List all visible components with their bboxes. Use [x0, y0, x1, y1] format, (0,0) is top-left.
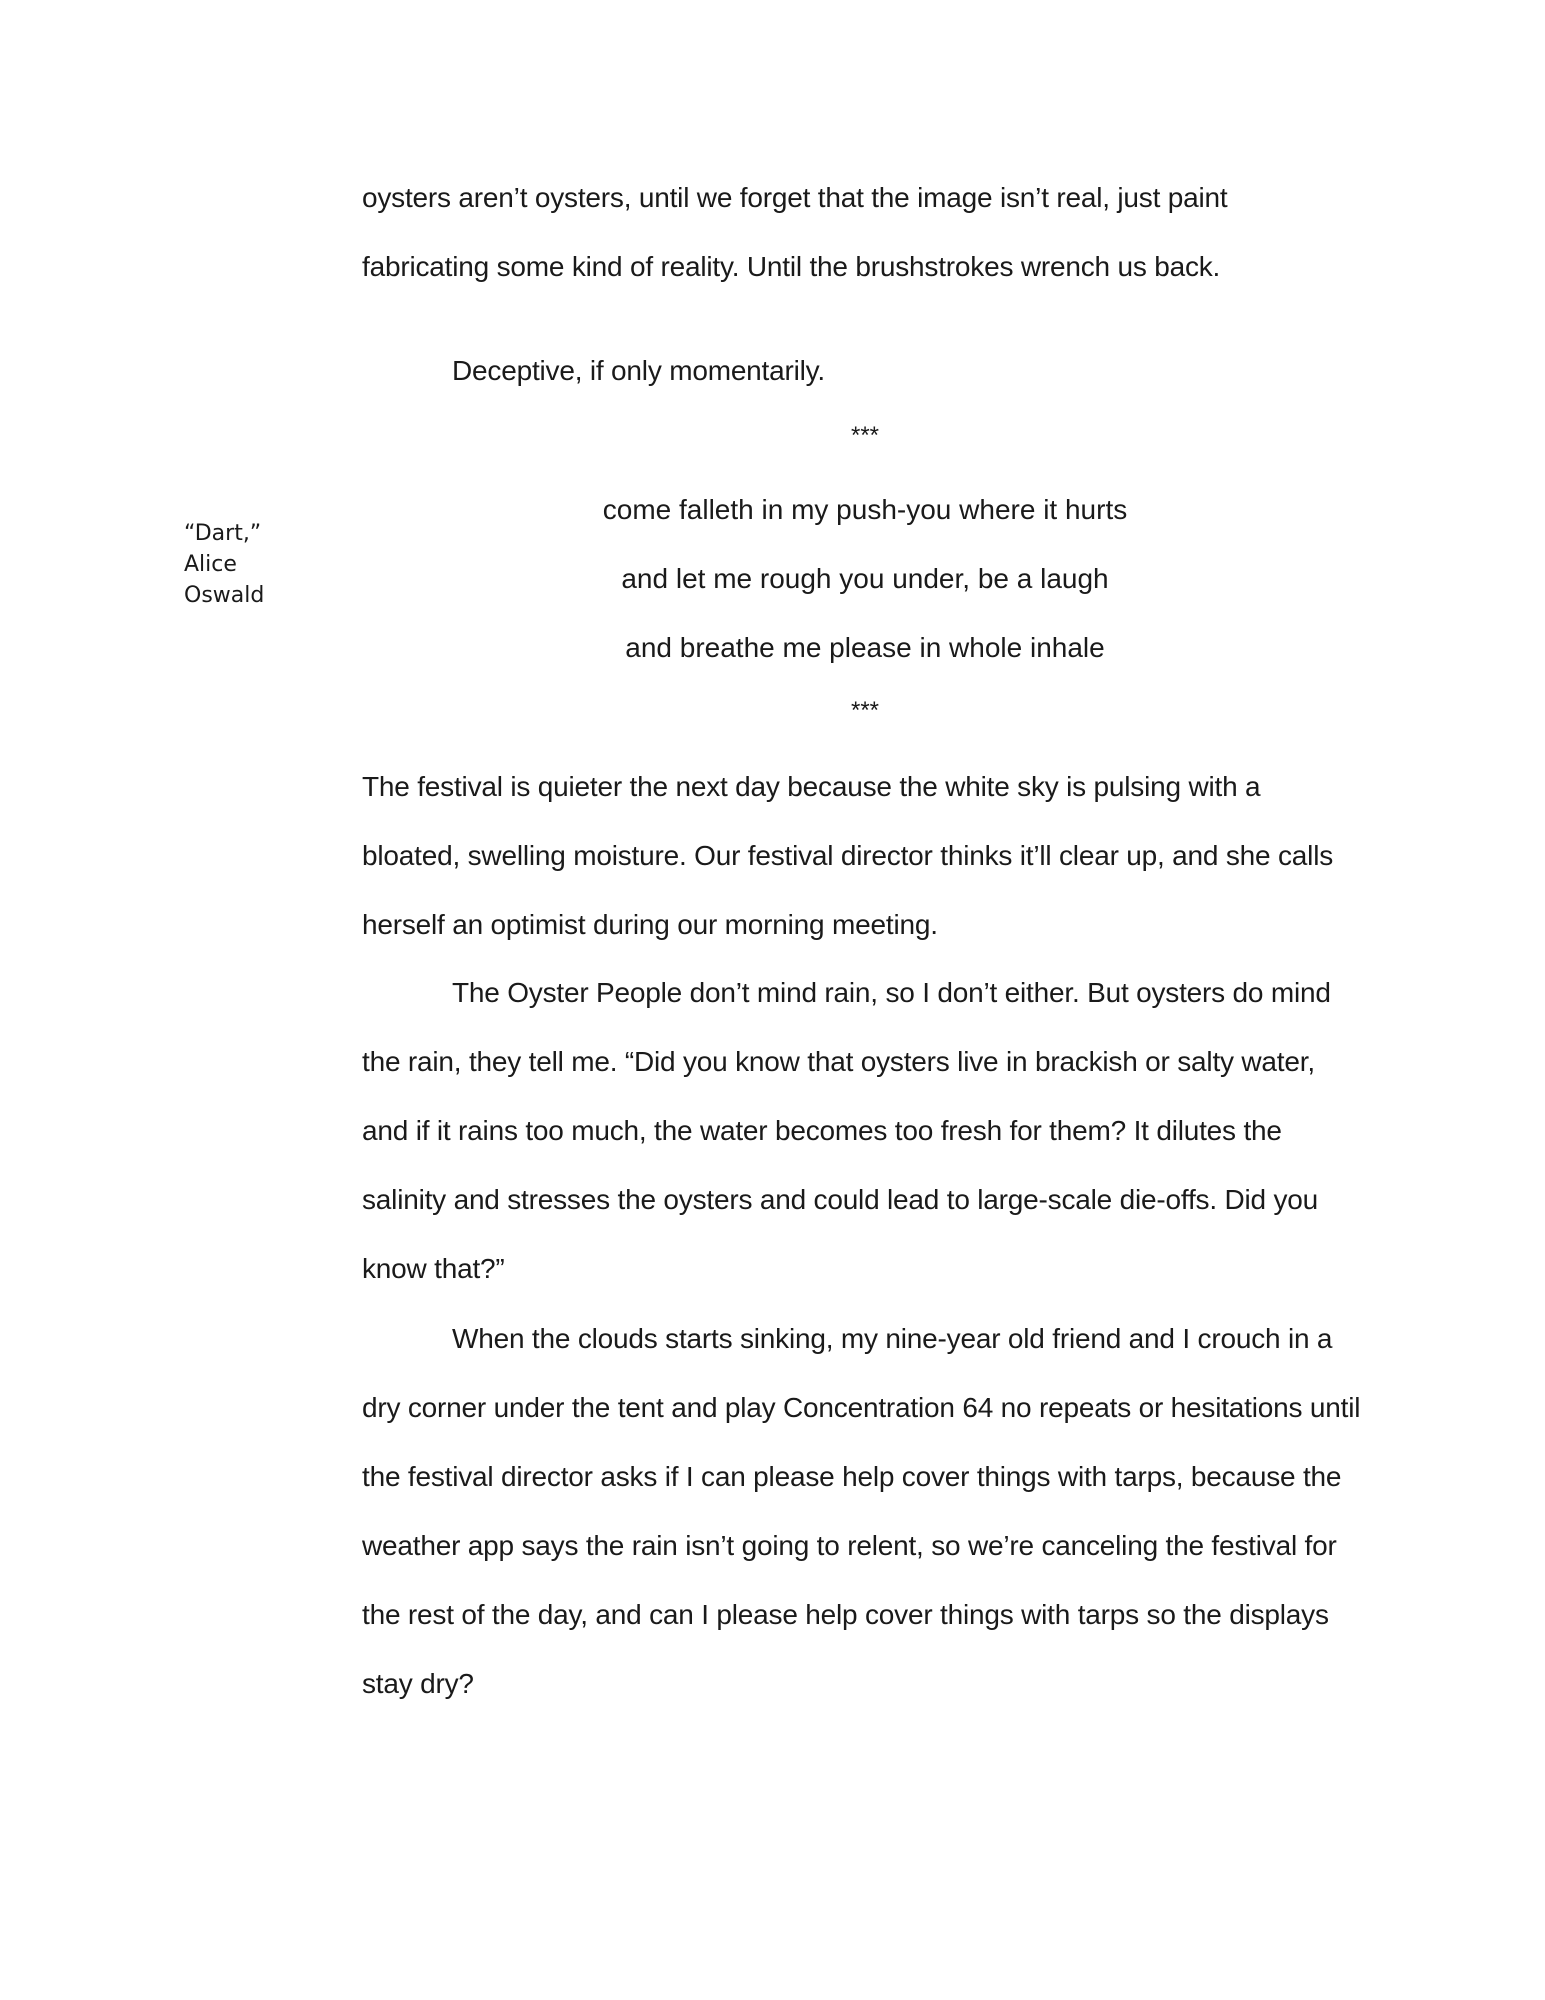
text-line: salinity and stresses the oysters and could lead to large-scale die-offs. Did you	[362, 1184, 1319, 1215]
text-line: oysters aren’t oysters, until we forget that the image isn’t real, just paint	[362, 182, 1228, 213]
text-line: know that?”	[362, 1253, 505, 1284]
paragraph	[362, 752, 1362, 959]
text-line: The Oyster People don’t mind rain, so I don’t either. But oysters do mind	[452, 977, 1331, 1008]
text-line: herself an optimist during our morning meeting.	[362, 909, 938, 940]
paragraph	[362, 1304, 1362, 1718]
citation-title: “Dart,”	[184, 521, 262, 546]
text-line: stay dry?	[362, 1668, 474, 1699]
text-line: weather app says the rain isn’t going to relent, so we’re canceling the festival for	[362, 1530, 1337, 1561]
section-separator: ***	[850, 697, 880, 724]
text-line: dry corner under the tent and play Concentration 64 no repeats or hesitations until	[362, 1392, 1361, 1423]
text-line: the rest of the day, and can I please help cover things with tarps so the displays	[362, 1599, 1329, 1630]
poem-line: and let me rough you under, be a laugh	[621, 563, 1109, 594]
text-line: and if it rains too much, the water becomes too fresh for them? It dilutes the	[362, 1115, 1282, 1146]
citation-author-first: Alice	[184, 552, 237, 577]
text-line: fabricating some kind of reality. Until the brushstrokes wrench us back.	[362, 251, 1221, 282]
text-line: the festival director asks if I can please help cover things with tarps, because the	[362, 1461, 1342, 1492]
text-line: bloated, swelling moisture. Our festival director thinks it’ll clear up, and she calls	[362, 840, 1334, 871]
text-line: The festival is quieter the next day because the white sky is pulsing with a	[362, 771, 1261, 802]
citation-author-last: Oswald	[184, 583, 265, 608]
poem-line: and breathe me please in whole inhale	[625, 632, 1105, 663]
poem-line: come falleth in my push-you where it hurts	[602, 494, 1128, 525]
opening-paragraph	[362, 163, 1362, 301]
text-line: When the clouds starts sinking, my nine-year old friend and I crouch in a	[452, 1323, 1333, 1354]
paragraph	[362, 958, 1362, 1303]
text-line: Deceptive, if only momentarily.	[452, 355, 825, 386]
text-line: the rain, they tell me. “Did you know that oysters live in brackish or salty water,	[362, 1046, 1315, 1077]
section-separator: ***	[850, 422, 880, 449]
indented-paragraph	[362, 336, 1362, 405]
